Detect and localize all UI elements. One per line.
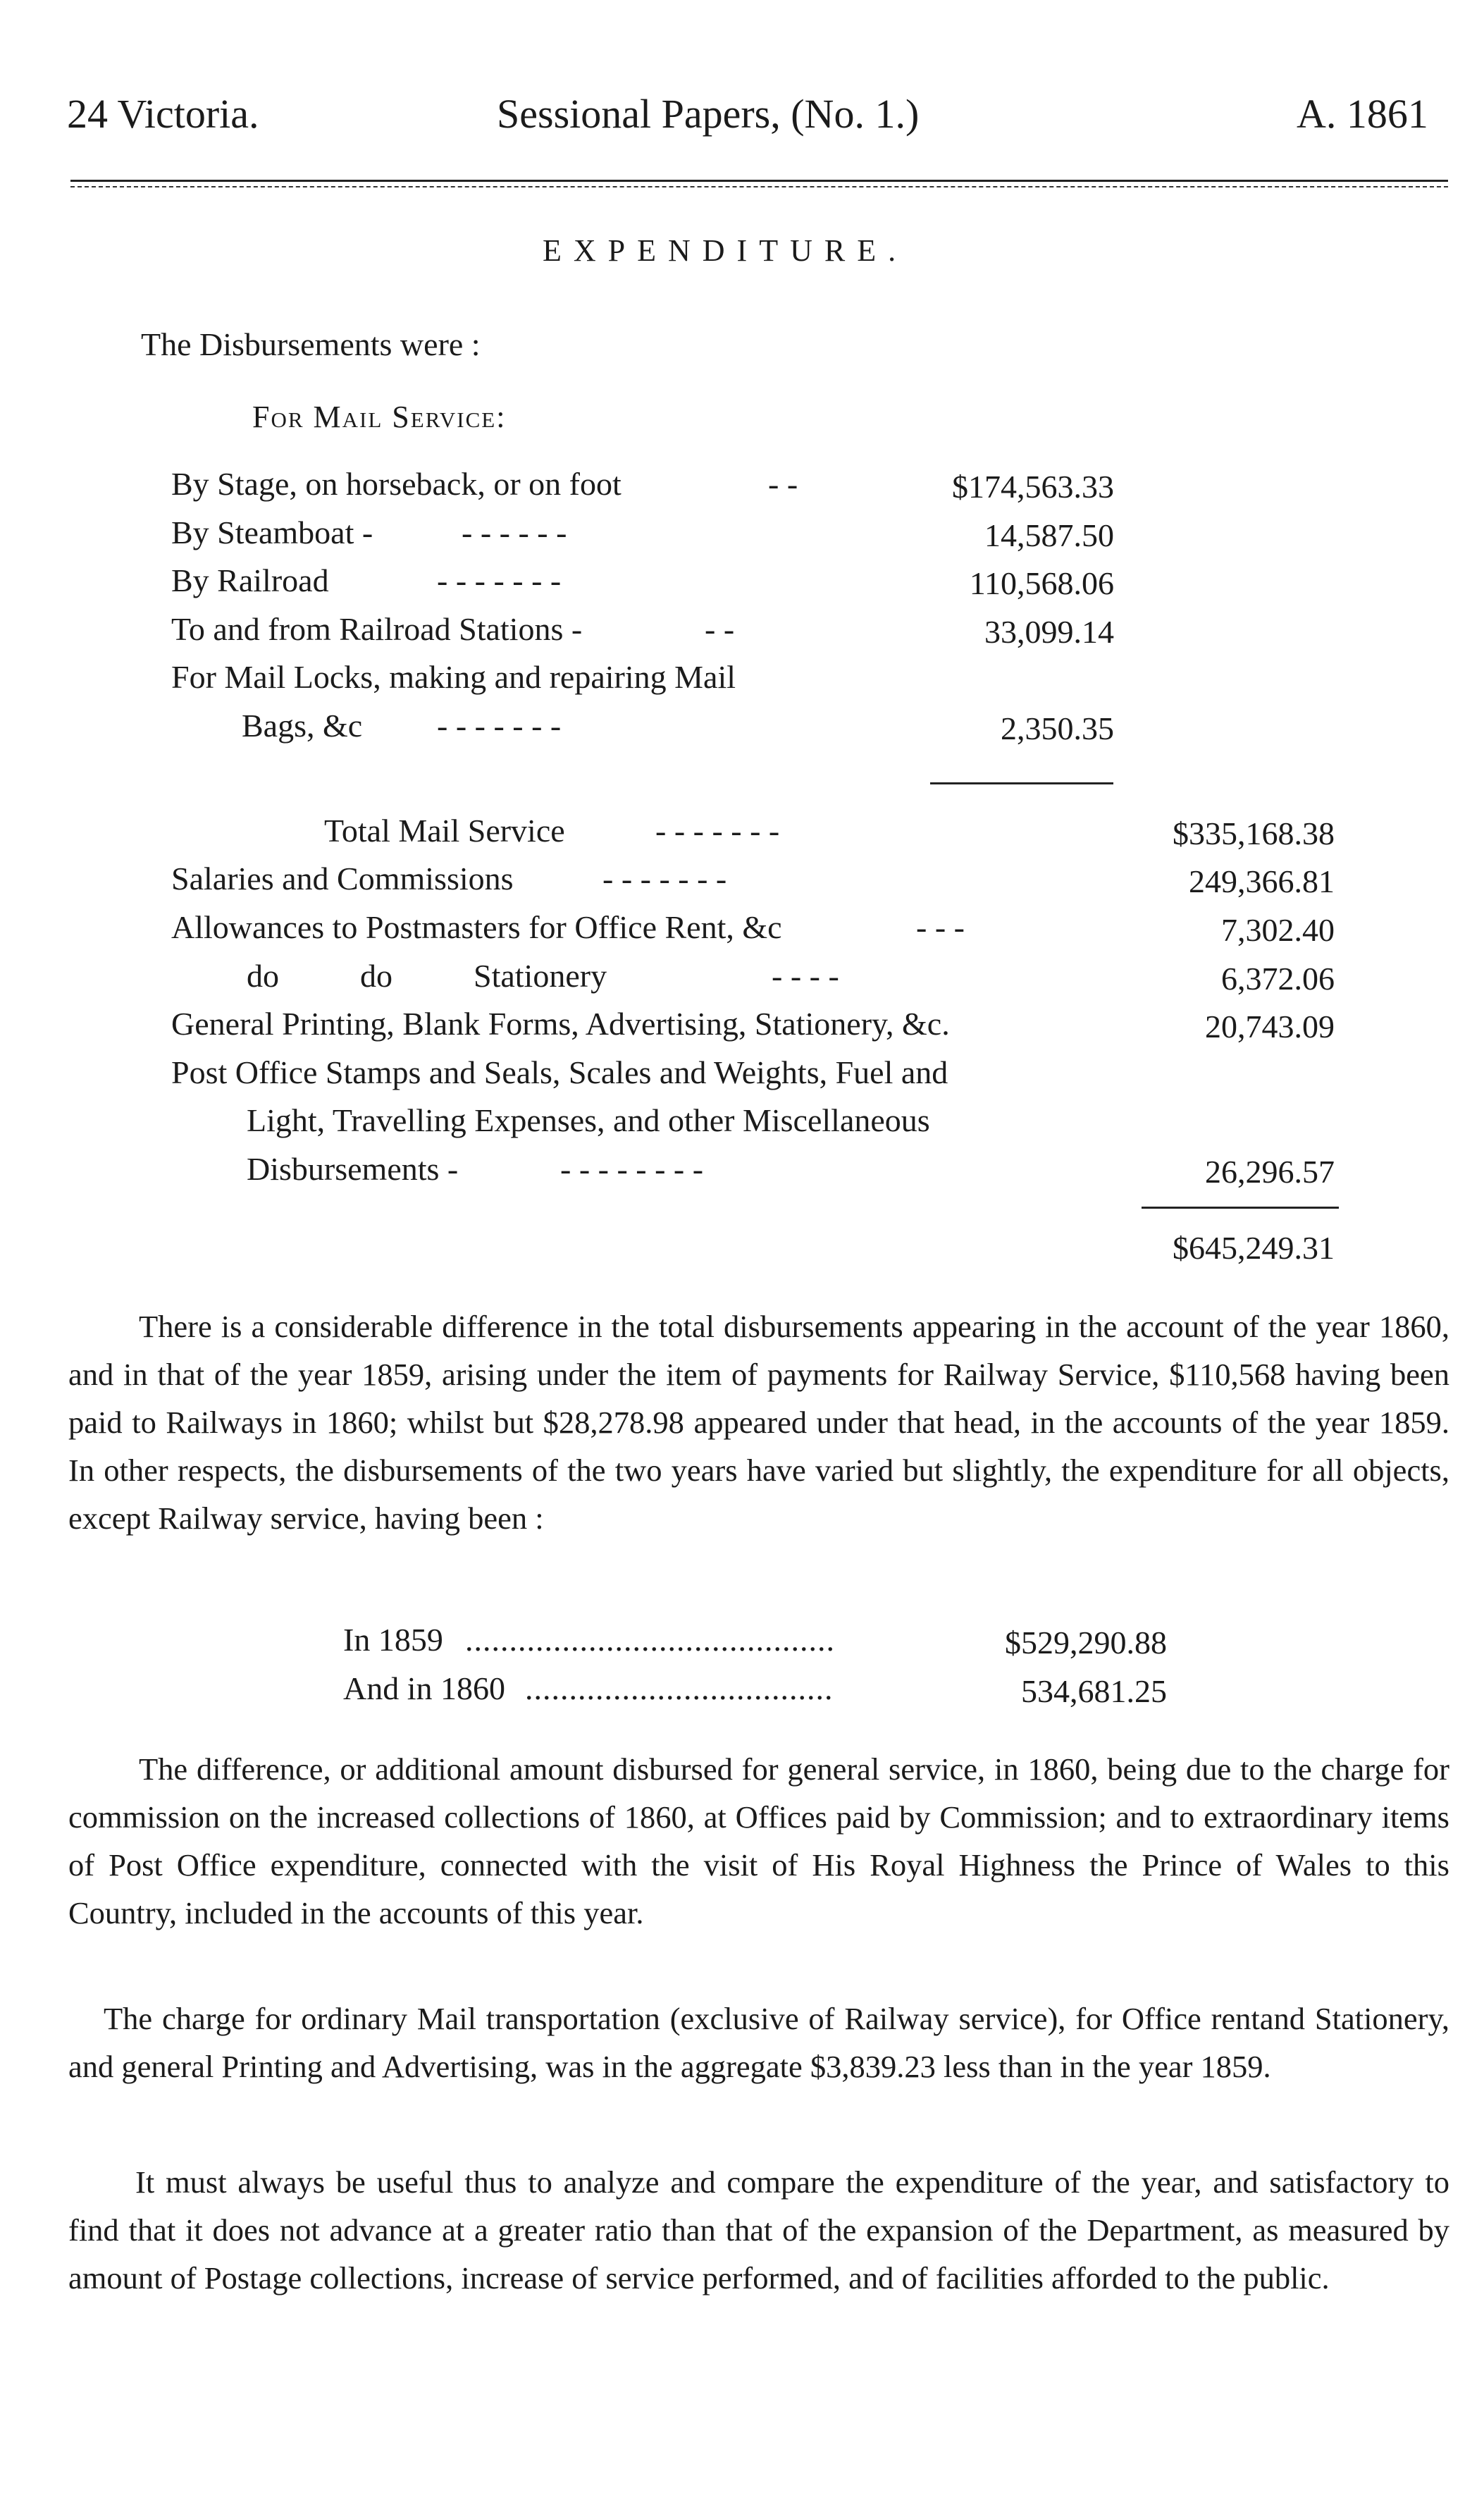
header-left: 24 Victoria. [67,91,259,137]
item-amount: 7,302.40 [1221,912,1335,948]
item-dashes: - - - - - - - [437,562,562,598]
item-dashes: - - - - - - [462,514,567,550]
item-label: Bags, &c [242,708,363,744]
subtotal-rule [930,782,1113,784]
comparison-amount: 534,681.25 [1021,1673,1167,1709]
item-dashes: - - - - - - - [437,708,562,744]
comparison-leader: .......................................... [465,1622,835,1658]
paragraph [68,1302,1449,1542]
grand-total: $645,249.31 [1173,1230,1335,1266]
item-label: For Mail Locks, making and repairing Mail [171,659,736,695]
comparison-label: In 1859 [343,1622,443,1658]
item-dashes: - - - - - - - [655,813,780,849]
item-amount: 14,587.50 [984,517,1114,553]
item-label: Salaries and Commissions [171,861,514,896]
item-label: Total Mail Service [324,813,565,849]
item-label: By Stage, on horseback, or on foot [171,466,622,502]
header-center: Sessional Papers, (No. 1.) [497,91,920,137]
item-label: By Railroad [171,562,329,598]
paragraph-text: The charge for ordinary Mail transportation (exclusive of Railway service), for Office rentand Stationery, and general Printing and Advertising, was in the aggregate $3,839.23 less than in the year 1859. [68,2001,1449,2084]
item-label: Allowances to Postmasters for Office Rent, &c [171,909,782,945]
total-rule [1142,1207,1339,1209]
item-label: Light, Travelling Expenses, and other Miscellaneous [247,1102,930,1138]
comparison-label: And in 1860 [343,1670,505,1706]
item-amount: 2,350.35 [1001,710,1114,746]
item-amount: 6,372.06 [1221,961,1335,997]
item-dashes: - - - - - - - - [560,1151,704,1187]
item-dashes: - - - - - - - [602,861,727,896]
item-amount: 110,568.06 [969,565,1114,601]
item-label: To and from Railroad Stations - [171,611,583,647]
item-amount: $174,563.33 [952,469,1114,505]
paragraph [68,2158,1449,2302]
item-dashes: - - [705,611,735,647]
item-label: General Printing, Blank Forms, Advertising, Stationery, &c. [171,1006,950,1042]
item-label: do do Stationery [247,958,607,994]
mail-heading: For Mail Service: [252,400,507,434]
comparison-amount: $529,290.88 [1005,1625,1167,1660]
item-dashes: - - - - [772,958,839,994]
item-amount: 249,366.81 [1189,863,1335,899]
item-amount: 33,099.14 [984,614,1114,650]
header-right: A. 1861 [1297,91,1428,137]
paragraph-text: It must always be useful thus to analyze and compare the expenditure of the year, and satisfactory to find that it does not advance at a greater ratio than that of the expansion of the Department, as measured by amount of Postage collections, increase of service performed, and of facilities afforded to the public. [68,2164,1449,2296]
item-amount: 20,743.09 [1205,1009,1335,1045]
paragraph-text: The difference, or additional amount disbursed for general service, in 1860, being due to the charge for commission on the increased collections of 1860, at Offices paid by Commission; and to extraordinary items of Post Office expenditure, connected with the visit of His Royal Highness the Prince of Wales to this Country, included in the accounts of this year. [68,1751,1449,1930]
paragraph [68,1745,1449,1937]
item-label: Disbursements - [247,1151,459,1187]
comparison-leader: ................................... [525,1670,834,1706]
paragraph [68,1995,1449,2090]
header-rule-bottom [70,186,1448,187]
item-amount: $335,168.38 [1173,815,1335,851]
item-dashes: - - - [916,909,965,945]
item-amount: 26,296.57 [1205,1154,1335,1190]
header-rule-top [70,180,1448,182]
item-label: By Steamboat - [171,514,373,550]
section-heading: EXPENDITURE. [543,233,908,268]
intro-text: The Disbursements were : [141,326,481,362]
item-dashes: - - [768,466,798,502]
paragraph-text: There is a considerable difference in the total disbursements appearing in the account of the year 1860, and in that of the year 1859, arising under the item of payments for Railway Service, $110,568 having been paid to Railways in 1860; whilst but $28,278.98 appeared under that head, in the accounts of the year 1859. In other respects, the disbursements of the two years have varied but slightly, the expenditure for all objects, except Railway service, having been : [68,1309,1449,1536]
item-label: Post Office Stamps and Seals, Scales and Weights, Fuel and [171,1054,948,1090]
